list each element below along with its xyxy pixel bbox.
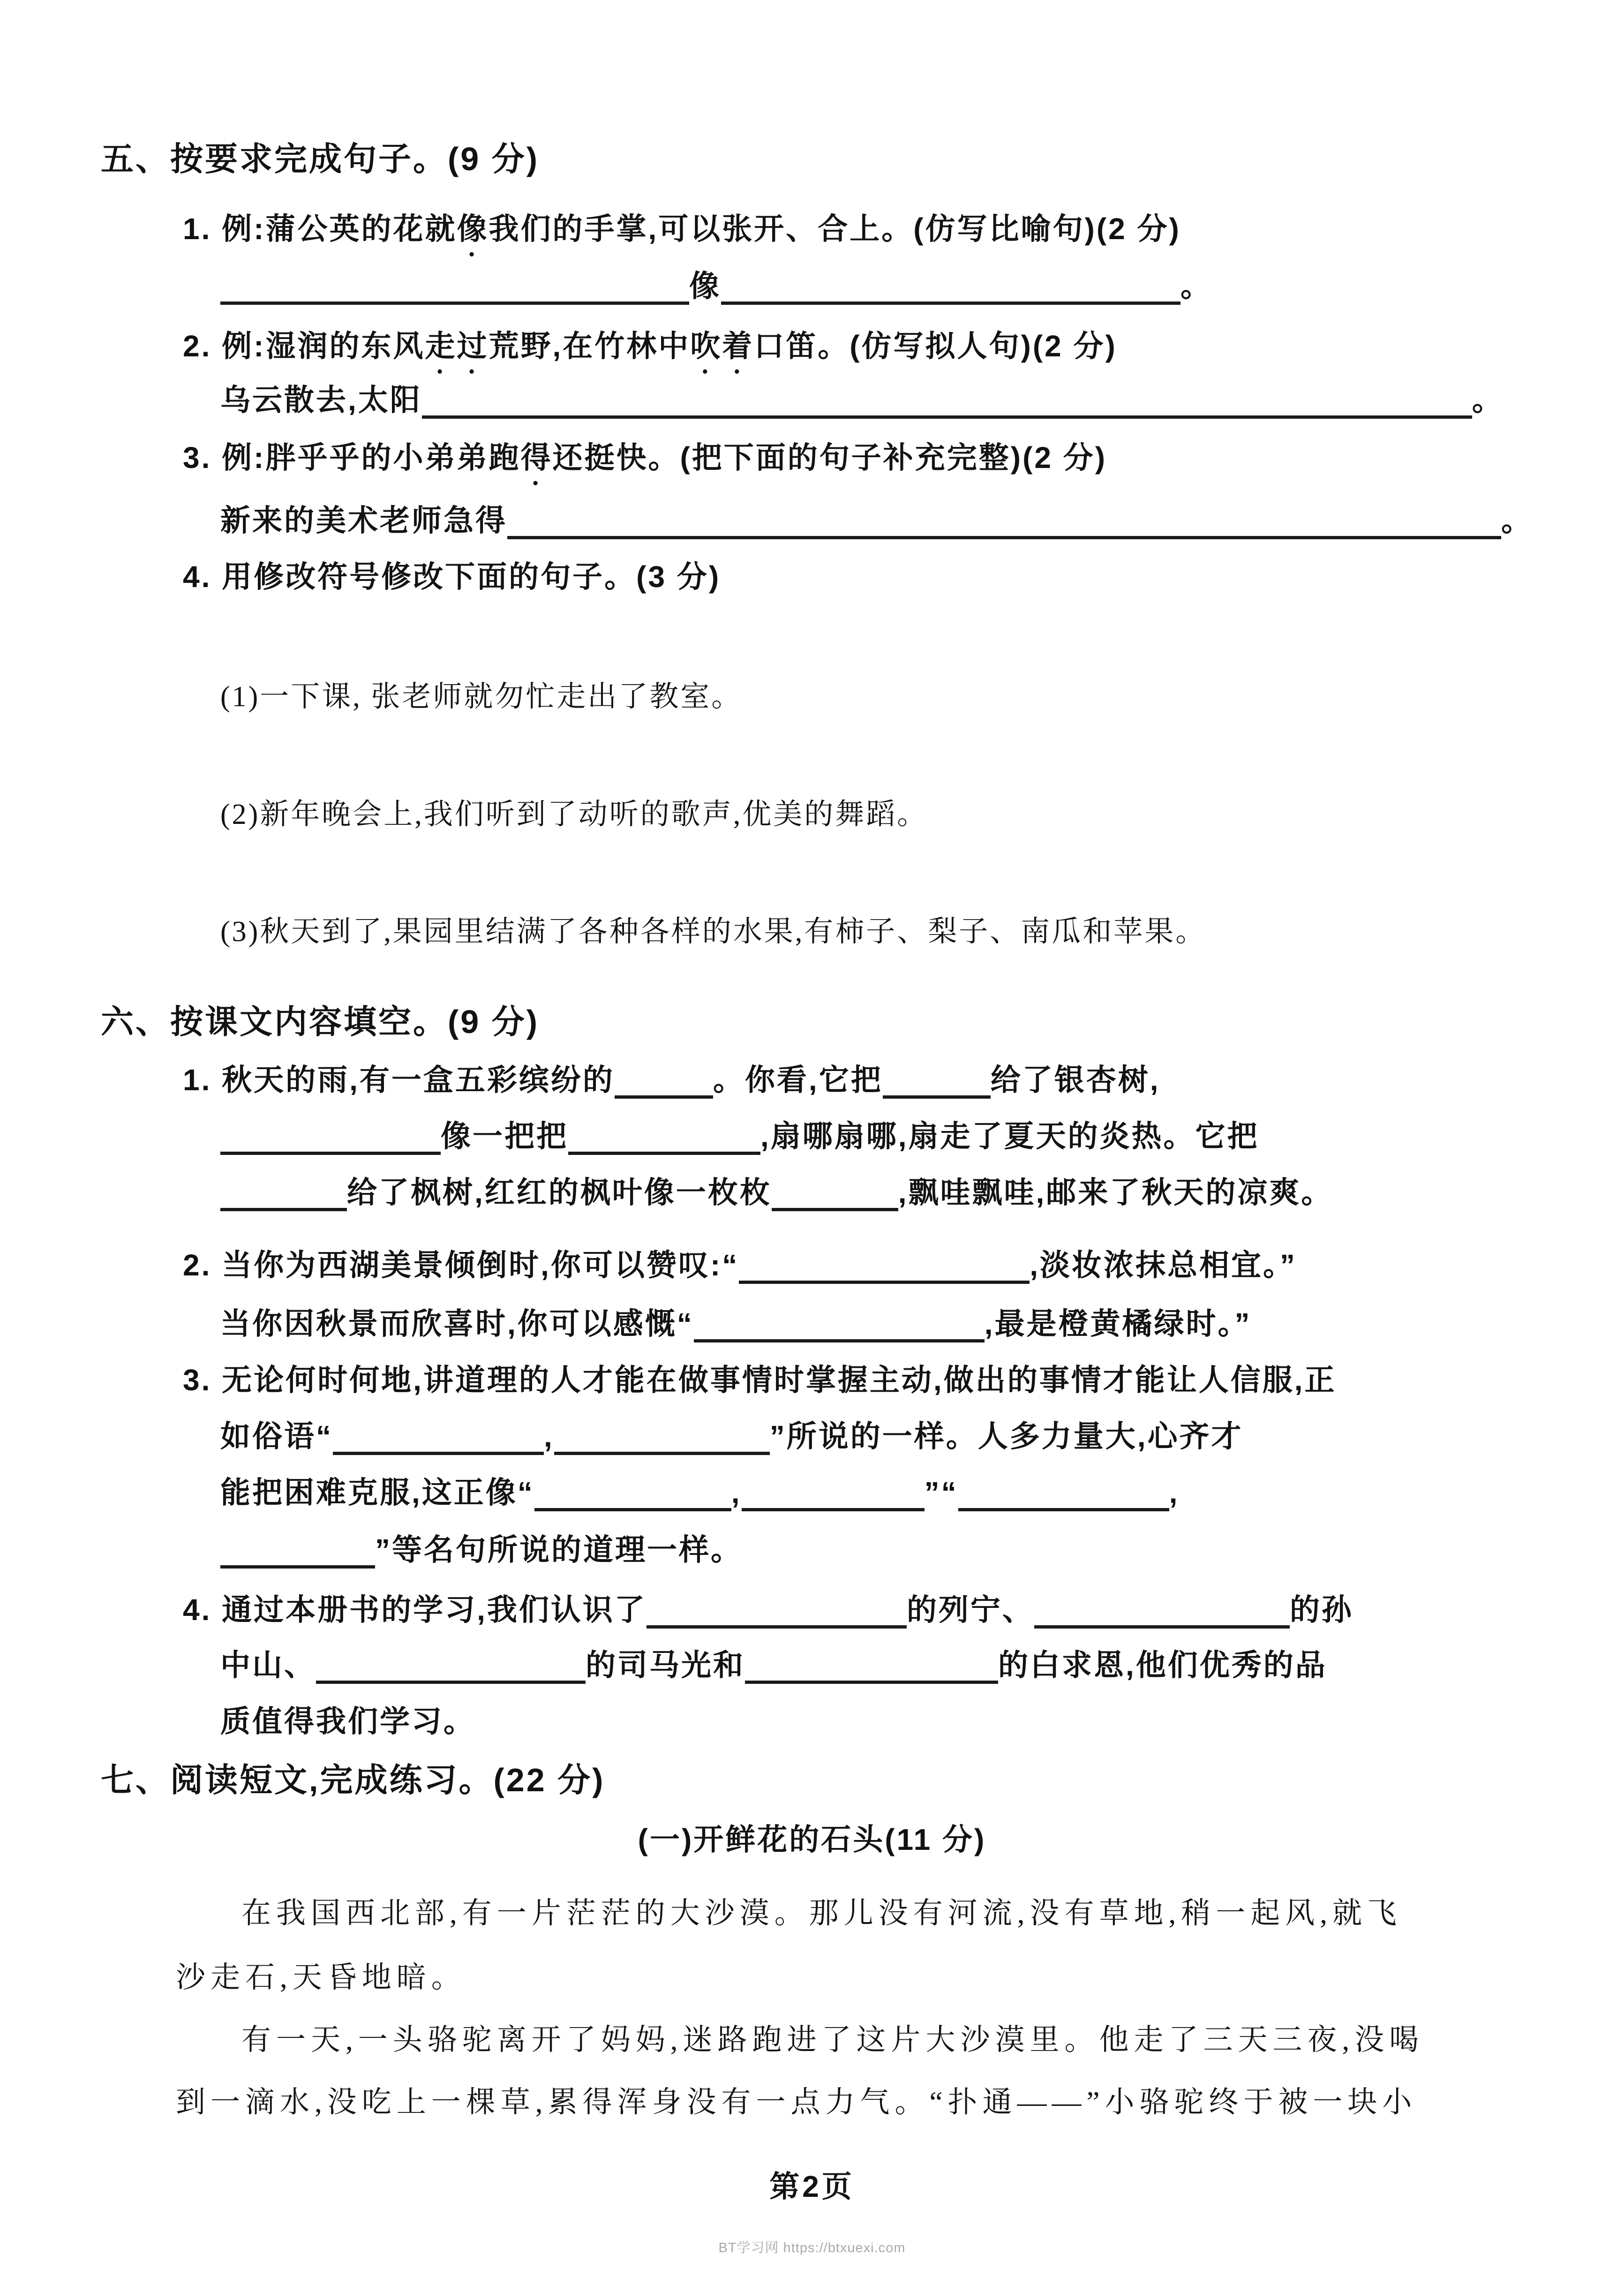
emphasized-text: 像 bbox=[457, 212, 489, 246]
s6-q1-line-2 bbox=[220, 1120, 1259, 1154]
text-run: , bbox=[544, 1419, 554, 1453]
answer-blank[interactable] bbox=[694, 1332, 985, 1342]
answer-blank[interactable] bbox=[742, 1501, 925, 1511]
answer-blank[interactable] bbox=[316, 1673, 586, 1684]
passage-para1-line1: 在我国西北部,有一片茫茫的大沙漠。那儿没有河流,没有草地,稍一起风,就飞 bbox=[241, 1897, 1402, 1930]
s6-q3-line-3 bbox=[220, 1476, 1179, 1510]
text-run: 给了银杏树, bbox=[990, 1063, 1160, 1097]
text-run: 如俗语“ bbox=[220, 1419, 333, 1453]
text-run: 。 bbox=[1472, 383, 1504, 417]
text-run: ”所说的一样。人多力量大,心齐才 bbox=[769, 1419, 1243, 1453]
emphasized-text: 得 bbox=[520, 441, 553, 475]
answer-blank[interactable] bbox=[220, 1200, 347, 1211]
answer-blank[interactable] bbox=[647, 1618, 907, 1629]
passage-title: (一)开鲜花的石头(11 分) bbox=[638, 1823, 986, 1856]
text-run: ”“ bbox=[924, 1476, 958, 1509]
text-run: 4. 通过本册书的学习,我们认识了 bbox=[183, 1593, 647, 1627]
passage-para2-line1: 有一天,一头骆驼离开了妈妈,迷路跑进了这片大沙漠里。他走了三天三夜,没喝 bbox=[241, 2023, 1424, 2056]
answer-blank[interactable] bbox=[220, 294, 689, 305]
watermark: BT学习网 https://btxuexi.com bbox=[718, 2240, 906, 2255]
text-run: 新来的美术老师急得 bbox=[220, 504, 507, 537]
text-run: , bbox=[731, 1476, 742, 1509]
answer-blank[interactable] bbox=[568, 1144, 760, 1155]
s5-q1-answer-line bbox=[220, 270, 1212, 303]
answer-blank[interactable] bbox=[1034, 1618, 1290, 1629]
answer-blank[interactable] bbox=[554, 1444, 770, 1455]
s6-q3-line-1: 3. 无论何时何地,讲道理的人才能在做事情时掌握主动,做出的事情才能让人信服,正 bbox=[183, 1363, 1337, 1397]
s6-q1-line-3 bbox=[220, 1176, 1333, 1210]
text-run: ”等名句所说的道理一样。 bbox=[375, 1533, 743, 1567]
answer-blank[interactable] bbox=[615, 1088, 713, 1099]
answer-blank[interactable] bbox=[721, 294, 1180, 305]
s6-q3-line-2 bbox=[220, 1420, 1243, 1454]
text-run: 中山、 bbox=[220, 1648, 316, 1682]
text-run: 1. 例:蒲公英的花就 bbox=[183, 212, 457, 246]
s6-q2-line-2 bbox=[220, 1307, 1252, 1341]
s5-q3-prompt bbox=[183, 441, 1107, 491]
text-run: 。你看,它把 bbox=[713, 1063, 883, 1097]
s5-q4-prompt: 4. 用修改符号修改下面的句子。(3 分) bbox=[183, 560, 721, 594]
text-run: 能把困难克服,这正像“ bbox=[220, 1476, 534, 1509]
text-run: ,扇哪扇哪,扇走了夏天的炎热。它把 bbox=[760, 1119, 1259, 1153]
text-run: ,最是橙黄橘绿时。” bbox=[984, 1307, 1252, 1341]
answer-blank[interactable] bbox=[507, 528, 1501, 539]
answer-blank[interactable] bbox=[422, 408, 1472, 419]
text-run: 。 bbox=[1180, 269, 1212, 303]
text-run: 的白求恩,他们优秀的品 bbox=[998, 1648, 1327, 1682]
text-run: 还挺快。(把下面的句子补充完整)(2 分) bbox=[552, 441, 1107, 475]
answer-blank[interactable] bbox=[333, 1444, 544, 1455]
text-run: 口笛。(仿写拟人句)(2 分) bbox=[754, 329, 1117, 363]
s5-q4-item-1: (1)一下课, 张老师就勿忙走出了教室。 bbox=[220, 681, 743, 713]
text-run: 的列宁、 bbox=[906, 1593, 1034, 1627]
s5-q2-answer-line bbox=[220, 384, 1504, 417]
text-run: 像一把把 bbox=[441, 1119, 568, 1153]
s6-q4-line-3: 质值得我们学习。 bbox=[220, 1704, 475, 1738]
emphasized-text: 走过 bbox=[425, 329, 489, 363]
s5-q3-answer-line bbox=[220, 504, 1533, 538]
s6-q3-line-4 bbox=[220, 1533, 743, 1567]
answer-blank[interactable] bbox=[745, 1673, 998, 1684]
section-7-heading: 七、阅读短文,完成练习。(22 分) bbox=[101, 1762, 605, 1798]
s6-q1-line-1 bbox=[183, 1063, 1160, 1097]
s5-q4-item-3: (3)秋天到了,果园里结满了各种各样的水果,有柿子、梨子、南瓜和苹果。 bbox=[220, 916, 1207, 948]
text-run: 。 bbox=[1501, 504, 1533, 537]
s6-q4-line-2 bbox=[220, 1649, 1327, 1682]
answer-blank[interactable] bbox=[739, 1273, 1030, 1284]
text-run: 1. 秋天的雨,有一盒五彩缤纷的 bbox=[183, 1063, 615, 1097]
s5-q2-prompt bbox=[183, 329, 1117, 380]
text-run: 像 bbox=[689, 269, 721, 303]
section-5-heading: 五、按要求完成句子。(9 分) bbox=[101, 141, 539, 177]
text-run: 3. 例:胖乎乎的小弟弟跑 bbox=[183, 441, 521, 475]
text-run: , bbox=[1169, 1476, 1180, 1509]
text-run: 我们的手掌,可以张开、合上。(仿写比喻句)(2 分) bbox=[489, 212, 1181, 246]
text-run: 荒野,在竹林中 bbox=[489, 329, 691, 363]
answer-blank[interactable] bbox=[772, 1200, 898, 1211]
emphasized-text: 吹着 bbox=[690, 329, 754, 363]
answer-blank[interactable] bbox=[958, 1501, 1169, 1511]
text-run: 乌云散去,太阳 bbox=[220, 383, 422, 417]
passage-para1-line2: 沙走石,天昏地暗。 bbox=[176, 1961, 466, 1994]
text-run: 的孙 bbox=[1289, 1593, 1353, 1627]
s5-q1-prompt bbox=[183, 212, 1181, 263]
s5-q4-item-2: (2)新年晚会上,我们听到了动听的歌声,优美的舞蹈。 bbox=[220, 799, 928, 830]
text-run: ,飘哇飘哇,邮来了秋天的凉爽。 bbox=[898, 1176, 1333, 1209]
answer-blank[interactable] bbox=[534, 1501, 731, 1511]
text-run: 的司马光和 bbox=[586, 1648, 745, 1682]
passage-para2-line2: 到一滴水,没吃上一棵草,累得浑身没有一点力气。“扑通——”小骆驼终于被一块小 bbox=[176, 2086, 1417, 2119]
answer-blank[interactable] bbox=[220, 1558, 375, 1569]
answer-blank[interactable] bbox=[883, 1088, 991, 1099]
section-6-heading: 六、按课文内容填空。(9 分) bbox=[101, 1003, 539, 1040]
s6-q4-line-1 bbox=[183, 1593, 1353, 1627]
text-run: ,淡妆浓抹总相宜。” bbox=[1030, 1248, 1297, 1282]
text-run: 当你因秋景而欣喜时,你可以感慨“ bbox=[220, 1307, 694, 1341]
text-run: 给了枫树,红红的枫叶像一枚枚 bbox=[347, 1176, 772, 1209]
answer-blank[interactable] bbox=[220, 1144, 441, 1155]
text-run: 2. 例:湿润的东风 bbox=[183, 329, 425, 363]
text-run: 2. 当你为西湖美景倾倒时,你可以赞叹:“ bbox=[183, 1248, 739, 1282]
s6-q2-line-1 bbox=[183, 1249, 1297, 1282]
page-number: 第2页 bbox=[769, 2170, 855, 2203]
